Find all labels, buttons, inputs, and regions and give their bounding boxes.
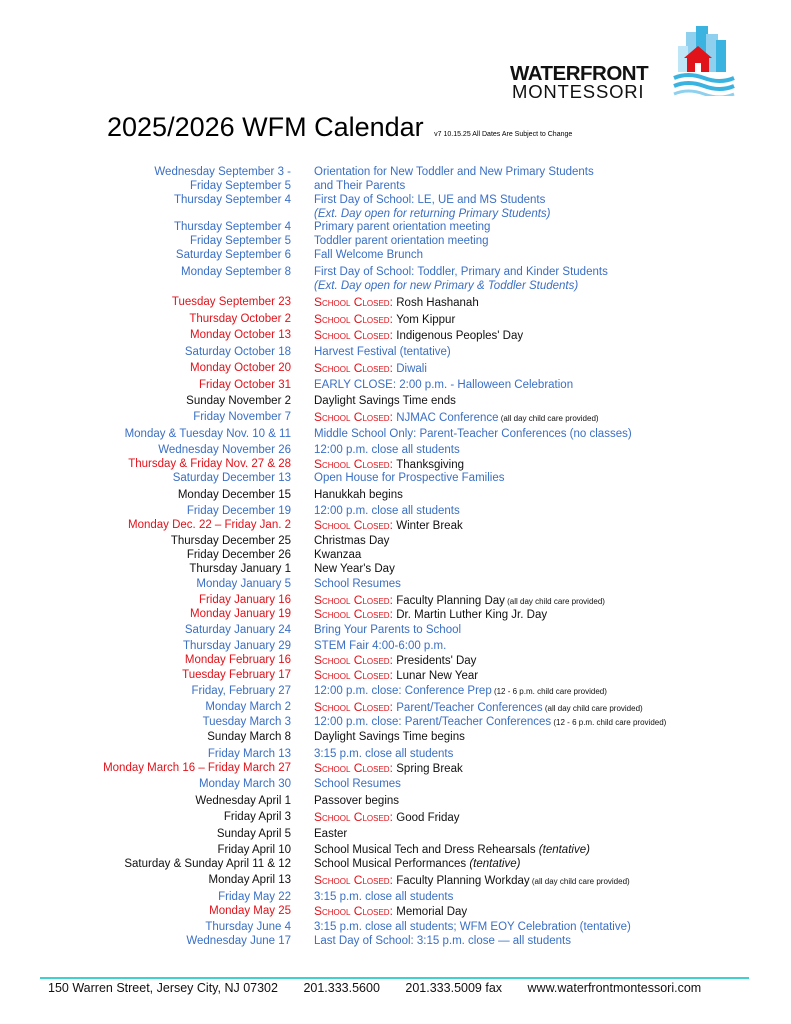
event-text: EARLY CLOSE: 2:00 p.m. - Halloween Celebration <box>314 379 574 391</box>
event-italic-note: (tentative) <box>466 858 521 870</box>
school-closed-tag: School Closed: <box>314 361 397 375</box>
event-row <box>0 328 791 343</box>
event-date: Monday December 15 <box>177 489 291 501</box>
event-text: STEM Fair 4:00-6:00 p.m. <box>314 640 447 652</box>
event-text: School Resumes <box>314 578 401 590</box>
event-description <box>314 794 399 809</box>
event-text: Rosh Hashanah <box>396 297 479 309</box>
event-text: Parent/Teacher Conferences <box>396 702 543 714</box>
event-text: First Day of School: LE, UE and MS Students <box>314 194 546 206</box>
event-description <box>314 220 490 235</box>
event-date: Thursday October 2 <box>189 313 291 325</box>
event-date: Friday, February 27 <box>191 685 291 697</box>
event-description <box>314 857 520 872</box>
event-row <box>0 904 791 919</box>
event-text: Indigenous Peoples' Day <box>396 330 524 342</box>
event-description <box>314 639 446 654</box>
event-row <box>0 234 791 249</box>
event-row <box>0 747 791 762</box>
event-row <box>0 857 791 872</box>
event-text: Hanukkah begins <box>314 489 403 501</box>
event-date: Friday September 5 <box>190 235 291 247</box>
event-text: Toddler parent orientation meeting <box>314 235 489 247</box>
event-text: Primary parent orientation meeting <box>314 221 491 233</box>
event-row <box>0 295 791 310</box>
event-text: New Year's Day <box>314 563 395 575</box>
event-description <box>314 761 463 777</box>
event-row <box>0 684 791 699</box>
event-description <box>314 700 643 716</box>
event-date: Friday November 7 <box>193 411 291 423</box>
event-description <box>314 607 547 623</box>
event-date: Friday December 19 <box>186 505 291 517</box>
event-description <box>314 265 608 280</box>
event-row <box>0 700 791 715</box>
footer-address: 150 Warren Street, Jersey City, NJ 07302 <box>48 981 278 995</box>
event-description <box>314 577 401 592</box>
event-text: and Their Parents <box>314 180 406 192</box>
event-text: School Musical Tech and Dress Rehearsals <box>314 844 536 856</box>
event-date: Monday September 8 <box>181 266 291 278</box>
event-description <box>314 471 504 486</box>
event-text: Winter Break <box>396 520 463 532</box>
logo-line-2: MONTESSORI <box>512 81 645 102</box>
event-text: 3:15 p.m. close all students <box>314 891 454 903</box>
event-text: 12:00 p.m. close: Conference Prep <box>314 685 492 697</box>
event-row <box>0 577 791 592</box>
school-closed-tag: School Closed: <box>314 873 397 887</box>
event-description <box>314 328 523 344</box>
event-date: Monday April 13 <box>208 874 291 886</box>
event-text: 12:00 p.m. close: Parent/Teacher Conferences <box>314 716 552 728</box>
event-date: Thursday & Friday Nov. 27 & 28 <box>128 458 291 470</box>
event-description <box>314 904 467 920</box>
event-row <box>0 220 791 235</box>
event-row <box>0 410 791 425</box>
event-description <box>314 747 453 762</box>
event-text: Daylight Savings Time ends <box>314 395 456 407</box>
event-date: Monday March 30 <box>198 778 291 790</box>
event-text: School Musical Performances <box>314 858 467 870</box>
event-text: Last Day of School: 3:15 p.m. close — all students <box>314 935 571 947</box>
event-text: Faculty Planning Day <box>396 595 505 607</box>
event-description <box>314 295 479 311</box>
event-text: 3:15 p.m. close all students <box>314 748 454 760</box>
event-description <box>314 623 461 638</box>
event-date: Thursday June 4 <box>205 921 291 933</box>
event-text: Easter <box>314 828 348 840</box>
event-description <box>314 668 478 684</box>
event-date: Wednesday June 17 <box>186 935 291 947</box>
school-closed-tag: School Closed: <box>314 607 397 621</box>
event-description <box>314 843 590 858</box>
event-row <box>0 934 791 949</box>
event-text: Christmas Day <box>314 535 390 547</box>
event-row <box>0 488 791 503</box>
event-description <box>314 165 594 180</box>
event-row <box>0 279 791 294</box>
event-description <box>314 488 403 503</box>
event-date: Sunday March 8 <box>207 731 291 743</box>
event-row <box>0 345 791 360</box>
event-description <box>314 730 465 745</box>
event-text: (Ext. Day open for returning Primary Students) <box>314 208 551 220</box>
event-row <box>0 668 791 683</box>
event-date: Friday April 10 <box>217 844 291 856</box>
event-description <box>314 684 607 699</box>
event-date: Tuesday September 23 <box>171 296 291 308</box>
school-closed-tag: School Closed: <box>314 295 397 309</box>
event-description <box>314 394 456 409</box>
event-text: 3:15 p.m. close all students; WFM EOY Celebration (tentative) <box>314 921 631 933</box>
event-text: Spring Break <box>396 763 463 775</box>
event-date: Thursday January 1 <box>189 563 291 575</box>
event-date: Saturday & Sunday April 11 & 12 <box>124 858 291 870</box>
event-text: NJMAC Conference <box>396 412 499 424</box>
event-date: Monday January 5 <box>196 578 291 590</box>
school-closed-tag: School Closed: <box>314 518 397 532</box>
event-description <box>314 378 573 393</box>
school-closed-tag: School Closed: <box>314 810 397 824</box>
event-row <box>0 777 791 792</box>
footer-divider <box>40 977 749 979</box>
event-text: School Resumes <box>314 778 401 790</box>
event-description <box>314 248 423 263</box>
event-description <box>314 810 460 826</box>
event-text: Memorial Day <box>396 906 468 918</box>
event-row <box>0 653 791 668</box>
event-italic-note: (tentative) <box>535 844 590 856</box>
event-row <box>0 623 791 638</box>
event-childcare-note: (all day child care provided) <box>498 414 599 423</box>
event-row <box>0 827 791 842</box>
event-date: Sunday April 5 <box>216 828 291 840</box>
event-date: Tuesday February 17 <box>182 669 291 681</box>
event-date: Monday March 2 <box>205 701 291 713</box>
event-date: Monday Dec. 22 – Friday Jan. 2 <box>128 519 291 531</box>
event-text: Good Friday <box>396 812 460 824</box>
event-date: Wednesday November 26 <box>158 444 291 456</box>
page-title: 2025/2026 WFM Calendar <box>107 112 424 142</box>
event-date: Friday December 26 <box>186 549 291 561</box>
event-date: Wednesday April 1 <box>195 795 291 807</box>
event-description <box>314 920 631 935</box>
event-date: Thursday September 4 <box>174 194 291 206</box>
event-date: Saturday October 18 <box>184 346 291 358</box>
event-description <box>314 410 599 426</box>
event-date: Wednesday September 3 - <box>154 166 291 178</box>
event-date: Monday January 19 <box>189 608 291 620</box>
event-row <box>0 427 791 442</box>
event-description <box>314 345 451 360</box>
event-description <box>314 777 401 792</box>
event-date: Monday February 16 <box>184 654 291 666</box>
event-date: Monday & Tuesday Nov. 10 & 11 <box>124 428 291 440</box>
event-text: Yom Kippur <box>396 314 456 326</box>
event-row <box>0 794 791 809</box>
event-text: Daylight Savings Time begins <box>314 731 465 743</box>
event-childcare-note: (12 - 6 p.m. child care provided) <box>551 718 667 727</box>
event-row <box>0 548 791 563</box>
event-row <box>0 457 791 472</box>
footer-website: www.waterfrontmontessori.com <box>527 981 702 995</box>
event-text: Dr. Martin Luther King Jr. Day <box>396 609 548 621</box>
event-row <box>0 593 791 608</box>
event-description <box>314 534 389 549</box>
school-closed-tag: School Closed: <box>314 410 397 424</box>
event-text: Diwali <box>396 363 427 375</box>
event-date: Thursday January 29 <box>182 640 291 652</box>
event-row <box>0 248 791 263</box>
event-description <box>314 279 578 294</box>
event-row <box>0 504 791 519</box>
event-description <box>314 179 405 194</box>
event-description <box>314 312 455 328</box>
event-date: Friday May 22 <box>218 891 291 903</box>
event-text: (Ext. Day open for new Primary & Toddler Students) <box>314 280 579 292</box>
version-note: v7 10.15.25 All Dates Are Subject to Change <box>434 131 573 138</box>
event-description <box>314 653 476 669</box>
event-row <box>0 265 791 280</box>
event-childcare-note: (all day child care provided) <box>504 597 605 606</box>
school-closed-tag: School Closed: <box>314 328 397 342</box>
event-childcare-note: (all day child care provided) <box>529 877 630 886</box>
event-text: 12:00 p.m. close all students <box>314 444 460 456</box>
event-text: Passover begins <box>314 795 400 807</box>
event-row <box>0 761 791 776</box>
school-closed-tag: School Closed: <box>314 312 397 326</box>
event-description <box>314 234 489 249</box>
event-row <box>0 443 791 458</box>
event-row <box>0 193 791 208</box>
event-row <box>0 890 791 905</box>
event-description <box>314 504 460 519</box>
event-description <box>314 873 630 889</box>
footer-phone: 201.333.5600 <box>303 981 380 995</box>
event-date: Friday September 5 <box>190 180 291 192</box>
event-description <box>314 518 463 534</box>
event-row <box>0 873 791 888</box>
logo-line-1: WATERFRONT <box>510 62 649 85</box>
event-row <box>0 715 791 730</box>
school-closed-tag: School Closed: <box>314 700 397 714</box>
event-row <box>0 607 791 622</box>
event-description <box>314 934 571 949</box>
event-description <box>314 443 460 458</box>
event-date: Tuesday March 3 <box>202 716 291 728</box>
event-date: Saturday January 24 <box>184 624 291 636</box>
event-date: Sunday November 2 <box>186 395 291 407</box>
footer-fax: 201.333.5009 fax <box>405 981 503 995</box>
event-text: Open House for Prospective Families <box>314 472 505 484</box>
event-date: Friday April 3 <box>223 811 291 823</box>
event-row <box>0 534 791 549</box>
event-description <box>314 890 453 905</box>
event-description <box>314 562 395 577</box>
event-childcare-note: (12 - 6 p.m. child care provided) <box>491 687 607 696</box>
event-date: Thursday September 4 <box>174 221 291 233</box>
event-text: Kwanzaa <box>314 549 362 561</box>
event-description <box>314 827 347 842</box>
event-date: Friday January 16 <box>198 594 291 606</box>
event-row <box>0 378 791 393</box>
school-closed-tag: School Closed: <box>314 904 397 918</box>
event-description <box>314 548 361 563</box>
event-row <box>0 471 791 486</box>
school-closed-tag: School Closed: <box>314 668 397 682</box>
event-row <box>0 165 791 180</box>
event-description <box>314 427 632 442</box>
event-text: Middle School Only: Parent-Teacher Conferences (no classes) <box>314 428 632 440</box>
event-row <box>0 562 791 577</box>
event-text: Bring Your Parents to School <box>314 624 462 636</box>
event-description <box>314 193 545 208</box>
event-row <box>0 518 791 533</box>
event-text: Lunar New Year <box>396 670 479 682</box>
event-date: Friday March 13 <box>207 748 291 760</box>
event-text: 12:00 p.m. close all students <box>314 505 460 517</box>
event-text: First Day of School: Toddler, Primary and Kinder Students <box>314 266 608 278</box>
event-date: Monday March 16 – Friday March 27 <box>103 762 291 774</box>
event-date: Monday May 25 <box>209 905 291 917</box>
event-row <box>0 639 791 654</box>
event-description <box>314 715 666 730</box>
event-date: Saturday December 13 <box>172 472 291 484</box>
event-text: Orientation for New Toddler and New Primary Students <box>314 166 594 178</box>
school-closed-tag: School Closed: <box>314 761 397 775</box>
event-text: Thanksgiving <box>396 459 465 471</box>
event-row <box>0 361 791 376</box>
event-description <box>314 361 427 377</box>
footer <box>48 981 723 995</box>
event-row <box>0 810 791 825</box>
event-row <box>0 920 791 935</box>
event-row <box>0 843 791 858</box>
school-closed-tag: School Closed: <box>314 593 397 607</box>
event-text: Harvest Festival (tentative) <box>314 346 451 358</box>
event-text: Fall Welcome Brunch <box>314 249 424 261</box>
event-row <box>0 179 791 194</box>
school-closed-tag: School Closed: <box>314 653 397 667</box>
event-text: Presidents' Day <box>396 655 477 667</box>
event-date: Friday October 31 <box>198 379 291 391</box>
event-date: Saturday September 6 <box>175 249 291 261</box>
event-row <box>0 394 791 409</box>
event-date: Monday October 13 <box>189 329 291 341</box>
event-date: Thursday December 25 <box>170 535 291 547</box>
event-row <box>0 730 791 745</box>
event-date: Monday October 20 <box>189 362 291 374</box>
school-closed-tag: School Closed: <box>314 457 397 471</box>
event-text: Faculty Planning Workday <box>396 875 530 887</box>
event-childcare-note: (all day child care provided) <box>542 704 643 713</box>
event-row <box>0 312 791 327</box>
